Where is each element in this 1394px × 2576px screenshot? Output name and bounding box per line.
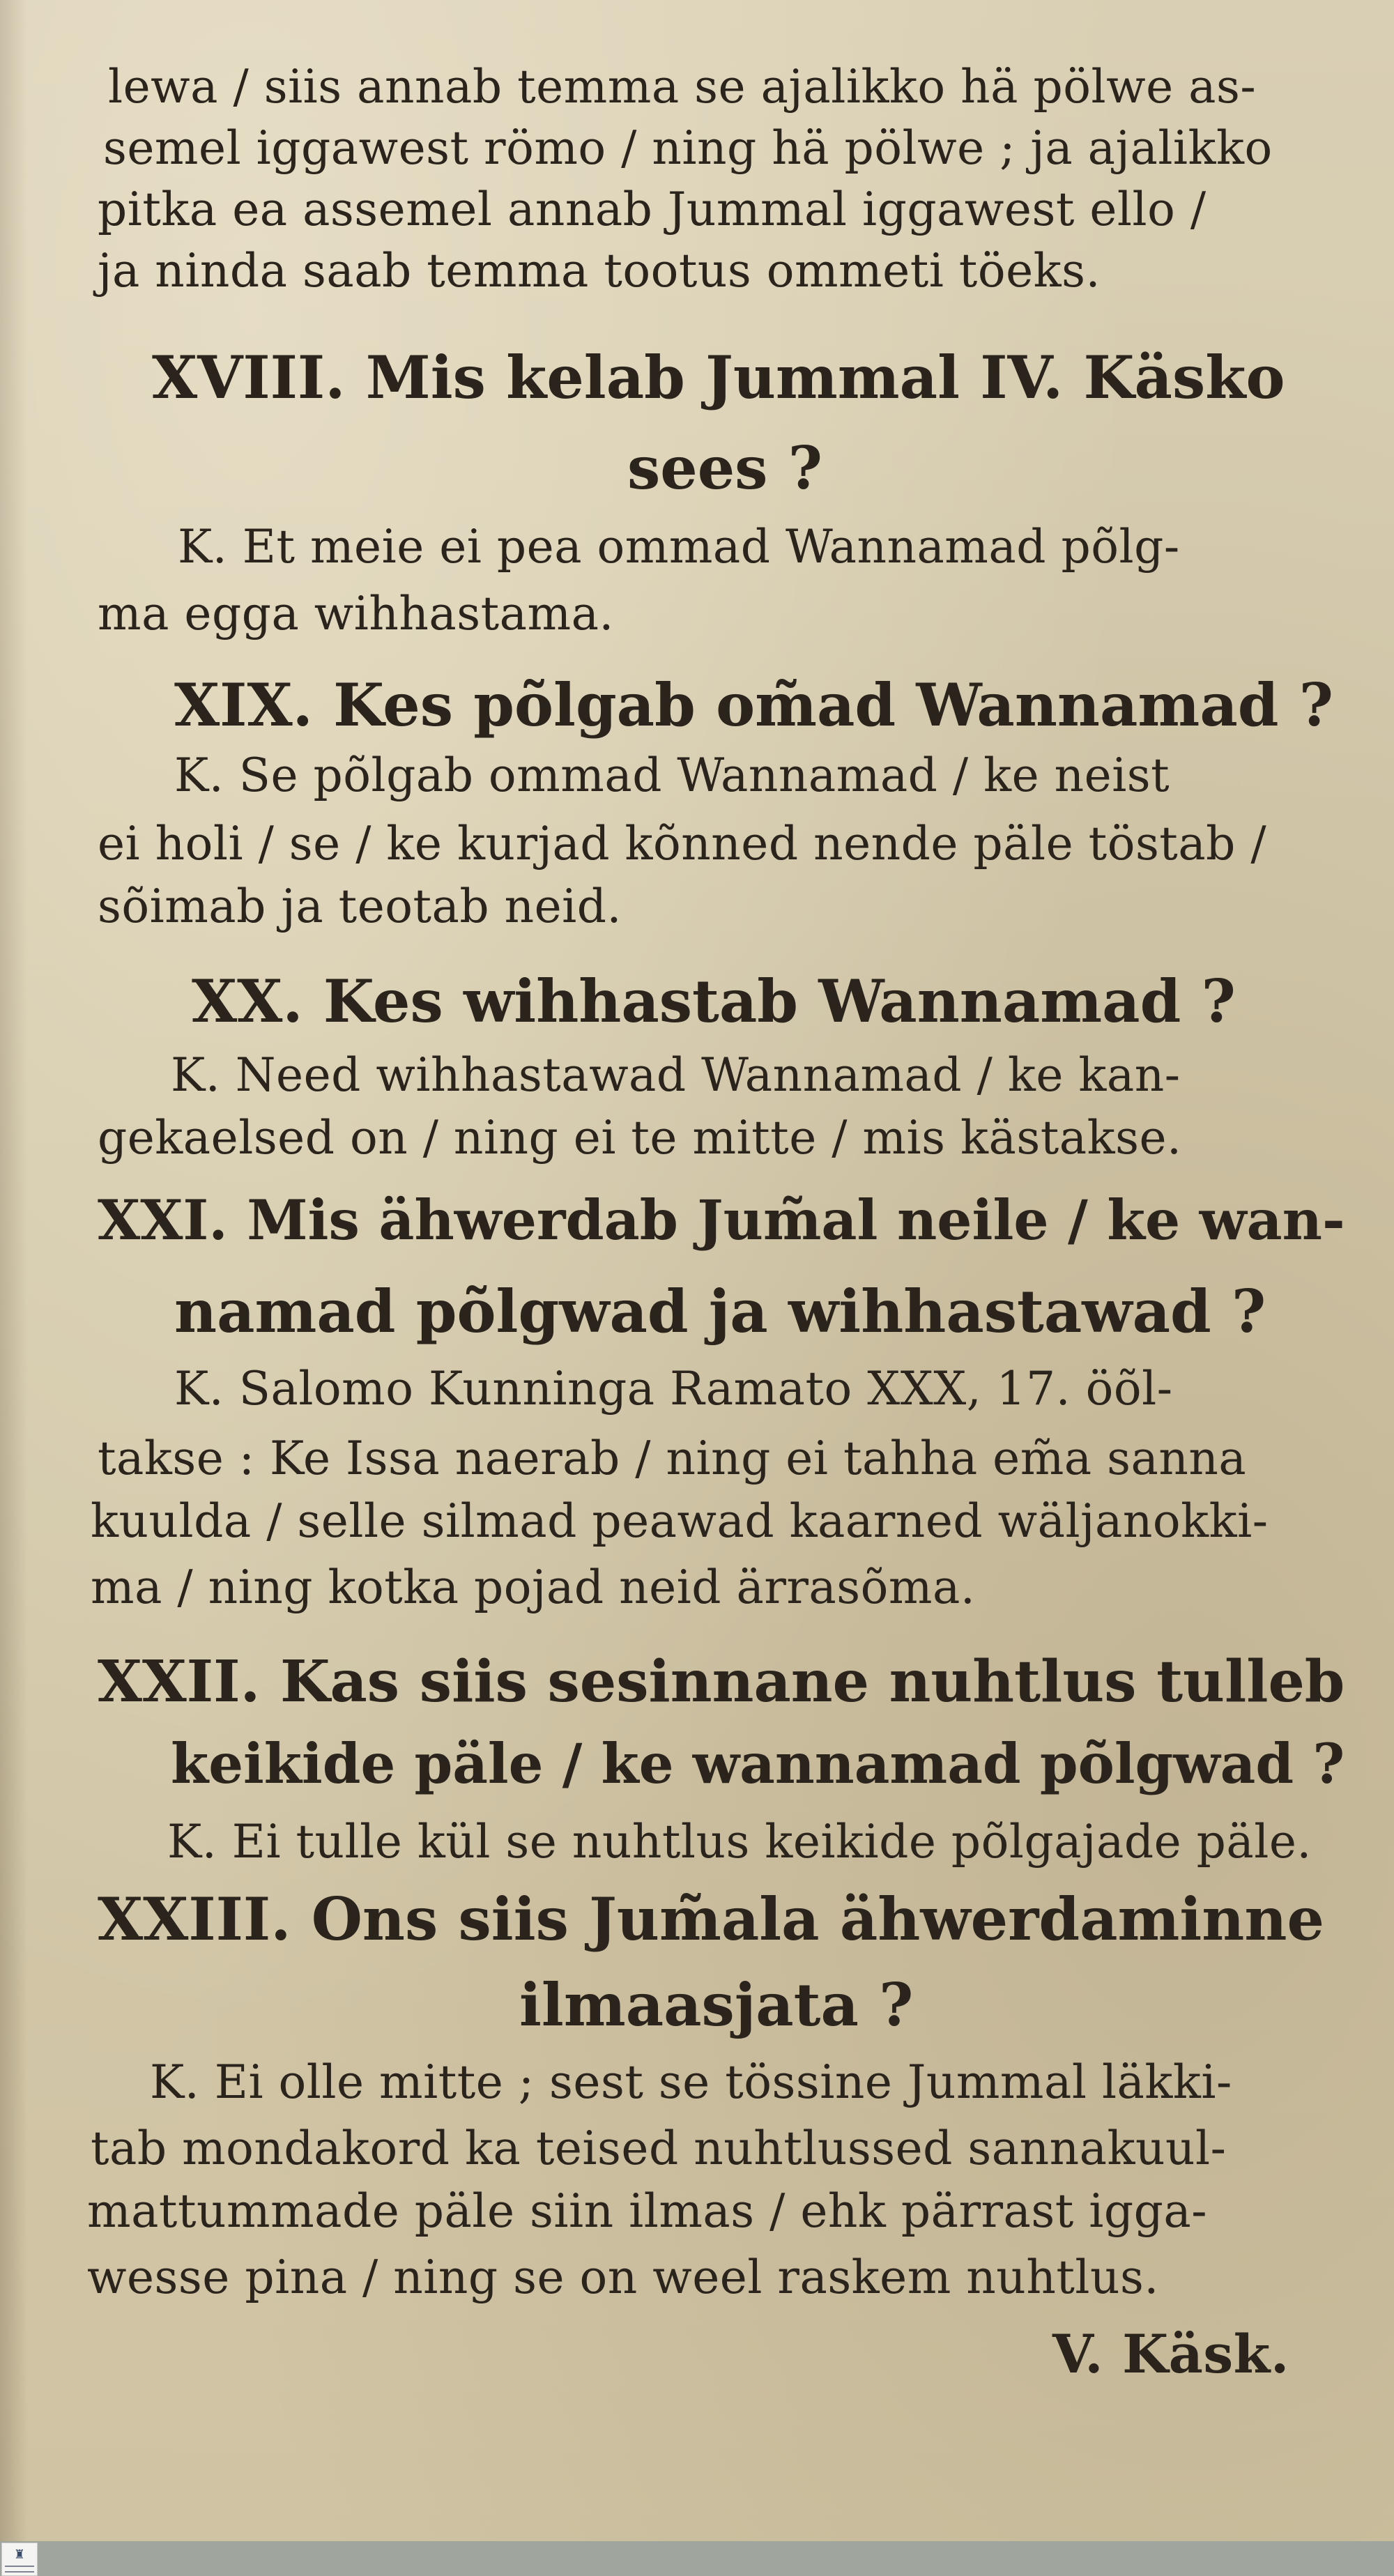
question-heading-20: XX. Kes wihhastab Wannamad ? [192,967,1236,1036]
question-heading-18-cont: sees ? [627,434,822,503]
library-logo-icon: ♜ [13,2547,26,2562]
answer-line-23a: K. Ei olle mitte ; sest se tössine Jummal läkki- [150,2055,1232,2109]
answer-line-21c: kuulda / selle silmad peawad kaarned wäljanokki- [91,1494,1269,1548]
answer-line-23c: mattummade päle siin ilmas / ehk pärrast igga- [87,2184,1208,2238]
question-heading-21-cont: namad põlgwad ja wihhastawad ? [174,1277,1266,1346]
answer-line-21a: K. Salomo Kunninga Ramato XXX, 17. öõl- [174,1362,1173,1416]
answer-line-23d: wesse pina / ning se on weel raskem nuhtlus. [87,2251,1159,2304]
question-heading-19: XIX. Kes põlgab om̃ad Wannamad ? [174,670,1333,739]
text-line-4: ja ninda saab temma tootus ommeti töeks. [98,244,1101,298]
answer-line-18a: K. Et meie ei pea ommad Wannamad põlg- [178,520,1180,574]
answer-line-20b: gekaelsed on / ning ei te mitte / mis kästakse. [98,1111,1182,1165]
question-heading-23: XXIII. Ons siis Jum̃ala ähwerdaminne [98,1885,1324,1954]
answer-line-20a: K. Need wihhastawad Wannamad / ke kan- [171,1048,1181,1102]
catchword: V. Käsk. [1052,2323,1289,2385]
answer-line-19c: sõimab ja teotab neid. [98,880,622,933]
answer-line-19b: ei holi / se / ke kurjad kõnned nende päle töstab / [98,817,1267,871]
answer-line-19a: K. Se põlgab ommad Wannamad / ke neist [174,749,1170,802]
answer-line-18b: ma egga wihhastama. [98,587,614,641]
answer-line-23b: tab mondakord ka teised nuhtlussed sannakuul- [91,2122,1227,2175]
question-heading-23-cont: ilmaasjata ? [519,1970,914,2039]
scan-footer-strip [0,2541,1394,2576]
question-heading-22-cont: keikide päle / ke wannamad põlgwad ? [171,1732,1345,1796]
question-heading-18: XVIII. Mis kelab Jummal IV. Käsko [152,343,1285,412]
text-line-1: lewa / siis annab temma se ajalikko hä pölwe as- [108,60,1257,114]
text-line-3: pitka ea assemel annab Jummal iggawest ello / [98,183,1207,236]
question-heading-22: XXII. Kas siis sesinnane nuhtlus tulleb [98,1648,1345,1715]
answer-line-22a: K. Ei tulle kül se nuhtlus keikide põlgajade päle. [167,1815,1312,1869]
library-logo [1,2543,38,2576]
text-line-2: semel iggawest römo / ning hä pölwe ; ja ajalikko [103,121,1273,175]
question-heading-21: XXI. Mis ähwerdab Jum̃al neile / ke wan- [98,1188,1345,1252]
answer-line-21d: ma / ning kotka pojad neid ärrasõma. [91,1561,976,1614]
library-logo-wordmark [5,2566,34,2573]
answer-line-21b: takse : Ke Issa naerab / ning ei tahha em̃a sanna [98,1432,1247,1485]
